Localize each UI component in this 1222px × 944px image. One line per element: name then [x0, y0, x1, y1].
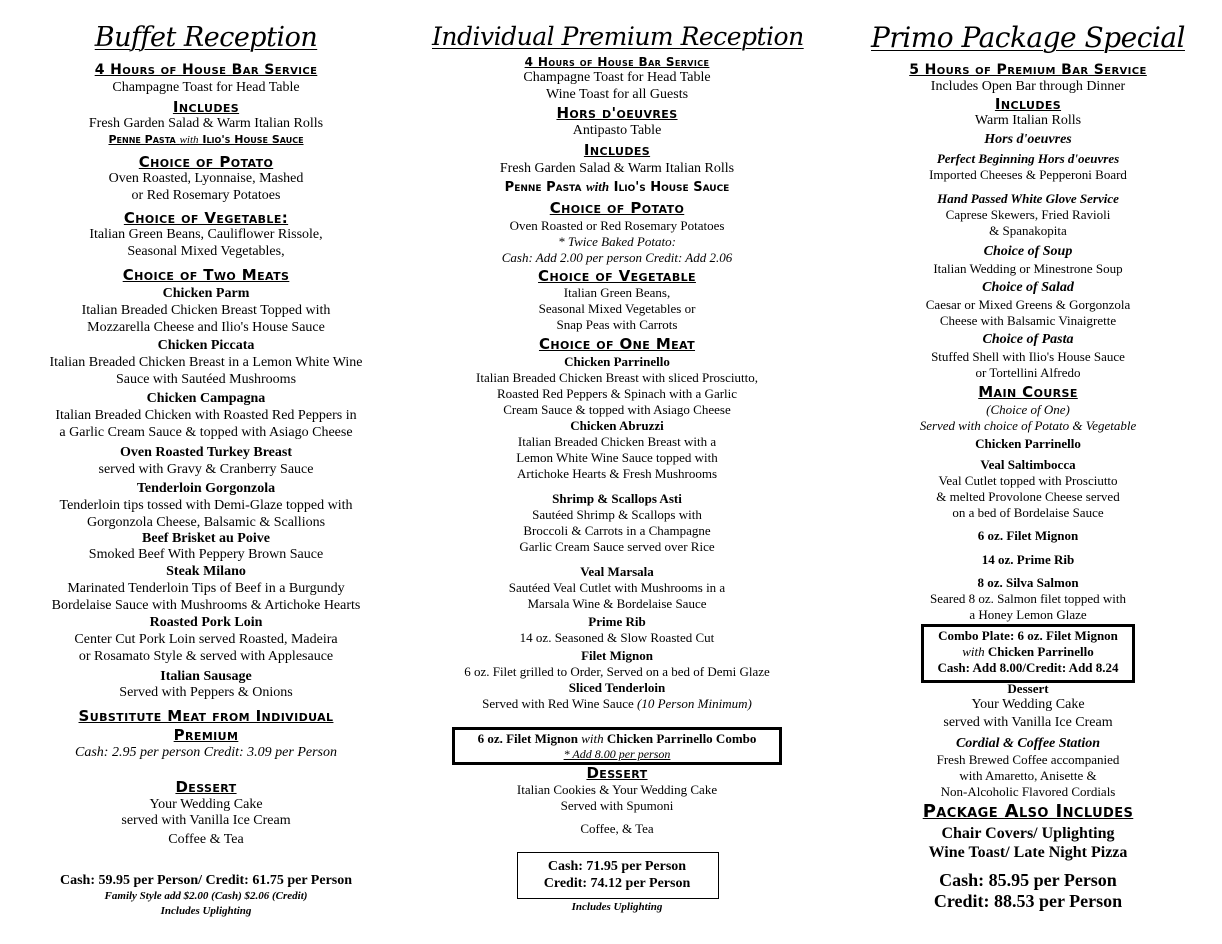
primo-hors-heading: Hors d'oeuvres	[984, 132, 1072, 147]
buffet-includes-heading: Includes	[172, 98, 240, 116]
buffet-uplighting: Includes Uplighting	[160, 905, 252, 917]
primo-cheese-board: Imported Cheeses & Pepperoni Board	[929, 167, 1127, 182]
meat-desc: or Rosamato Style & served with Applesauce	[78, 649, 334, 664]
meat-desc: Italian Breaded Chicken Breast in a Lemon White Wine	[49, 355, 363, 370]
buffet-potato-line: or Red Rosemary Potatoes	[131, 188, 281, 203]
primo-title: Primo Package Special	[871, 21, 1185, 54]
individual-twice-price: Cash: Add 2.00 per person Credit: Add 2.06	[501, 250, 733, 265]
buffet-dessert-heading: Dessert	[175, 778, 237, 796]
primo-bar-heading: 5 Hours of Premium Bar Service	[909, 62, 1147, 78]
individual-dessert-line: Served with Spumoni	[560, 798, 674, 813]
primo-cordial-heading: Cordial & Coffee Station	[955, 736, 1101, 751]
primo-combo-line	[840, 645, 1216, 658]
individual-vegetable-line: Seasonal Mixed Vegetables or	[538, 301, 696, 316]
meat-name: Chicken Abruzzi	[570, 418, 664, 433]
primo-combo-line: Combo Plate: 6 oz. Filet Mignon	[938, 628, 1118, 643]
meat-desc-note: (10 Person Minimum)	[637, 696, 752, 711]
primo-cordial-line: Non-Alcoholic Flavored Cordials	[940, 784, 1116, 799]
primo-price-credit: Credit: 88.53 per Person	[933, 891, 1123, 911]
meat-desc: 6 oz. Filet grilled to Order, Served on a bed of Demi Glaze	[464, 664, 770, 679]
meat-name: Veal Marsala	[580, 564, 654, 579]
buffet-vegetable-line: Italian Green Beans, Cauliflower Rissole,	[89, 227, 323, 242]
meat-name: Chicken Piccata	[157, 338, 255, 353]
meat-desc: Lemon White Wine Sauce topped with	[516, 450, 718, 465]
primo-white-glove: Hand Passed White Glove Service	[937, 191, 1119, 206]
primo-pasta-heading: Choice of Pasta	[982, 332, 1074, 347]
individual-vegetable-line: Snap Peas with Carrots	[556, 317, 678, 332]
buffet-dessert-line: served with Vanilla Ice Cream	[121, 813, 291, 828]
meat-name: Beef Brisket au Poive	[142, 531, 270, 546]
meat-name: Chicken Parrinello	[975, 436, 1081, 451]
meat-name: Chicken Campagna	[146, 391, 266, 406]
meat-desc-text: Served with Red Wine Sauce	[482, 696, 637, 711]
meat-desc: Bordelaise Sauce with Mushrooms & Artichoke Hearts	[51, 598, 361, 613]
combo-price: * Add 8.00 per person	[563, 747, 671, 761]
meat-desc: a Garlic Cream Sauce & topped with Asiago Cheese	[59, 425, 353, 440]
meat-name: Veal Saltimbocca	[980, 457, 1076, 472]
individual-toast: Champagne Toast for Head Table	[523, 70, 711, 85]
primo-package-heading: Package Also Includes	[922, 801, 1134, 822]
primo-includes-heading: Includes	[994, 95, 1062, 113]
primo-salad: Caesar or Mixed Greens & Gorgonzola	[925, 297, 1131, 312]
individual-uplighting: Includes Uplighting	[571, 901, 663, 913]
primo-package-item: Chair Covers/ Uplighting	[941, 825, 1115, 842]
meat-desc	[432, 697, 802, 710]
buffet-potato-heading: Choice of Potato	[138, 153, 274, 171]
buffet-toast: Champagne Toast for Head Table	[112, 80, 300, 95]
individual-price-cash: Cash: 71.95 per Person	[547, 859, 687, 874]
buffet-potato-line: Oven Roasted, Lyonnaise, Mashed	[108, 171, 304, 186]
meat-desc: 14 oz. Seasoned & Slow Roasted Cut	[519, 630, 715, 645]
primo-combo-text: Chicken Parrinello	[984, 644, 1094, 659]
meat-name: Sliced Tenderloin	[568, 680, 666, 695]
meat-name: Chicken Parm	[162, 286, 250, 301]
substitute-price: Cash: 2.95 per person Credit: 3.09 per Person	[75, 745, 337, 760]
primo-rolls: Warm Italian Rolls	[974, 113, 1082, 128]
primo-combo-with: with	[962, 644, 985, 659]
combo-with: with	[581, 731, 604, 746]
buffet-include-item: Fresh Garden Salad & Warm Italian Rolls	[88, 116, 324, 131]
meat-desc: Italian Breaded Chicken Breast Topped with	[81, 303, 331, 318]
meat-name: Prime Rib	[588, 614, 646, 629]
primo-cordial-line: Fresh Brewed Coffee accompanied	[936, 752, 1120, 767]
meat-name: Tenderloin Gorgonzola	[136, 481, 276, 496]
individual-includes-heading: Includes	[583, 141, 651, 159]
meat-desc: on a bed of Bordelaise Sauce	[952, 505, 1104, 520]
individual-potato-line: Oven Roasted or Red Rosemary Potatoes	[509, 218, 725, 233]
meat-desc: Smoked Beef With Peppery Brown Sauce	[88, 547, 324, 562]
individual-dessert-line: Italian Cookies & Your Wedding Cake	[516, 782, 718, 797]
individual-potato-heading: Choice of Potato	[549, 199, 685, 217]
meat-name: Chicken Parrinello	[564, 354, 670, 369]
meat-desc: Roasted Red Peppers & Spinach with a Garlic	[496, 386, 738, 401]
meat-name: Steak Milano	[166, 564, 246, 579]
primo-dessert-heading: Dessert	[1007, 681, 1049, 696]
individual-penne-with: with	[586, 179, 610, 194]
individual-bar-heading: 4 Hours of House Bar Service	[524, 55, 710, 69]
individual-twice-baked: * Twice Baked Potato:	[558, 234, 676, 249]
meat-desc: Broccoli & Carrots in a Champagne	[523, 523, 711, 538]
buffet-dessert-line: Coffee & Tea	[168, 832, 244, 847]
meat-desc: & melted Provolone Cheese served	[936, 489, 1120, 504]
meat-desc: Garlic Cream Sauce served over Rice	[519, 539, 715, 554]
meat-name: Filet Mignon	[581, 648, 653, 663]
individual-title: Individual Premium Reception	[432, 22, 804, 51]
meat-desc: Italian Breaded Chicken Breast with a	[517, 434, 717, 449]
individual-dessert-line: Coffee, & Tea	[580, 821, 654, 836]
meat-desc: Italian Breaded Chicken with Roasted Red Peppers in	[55, 408, 357, 423]
meat-desc: served with Gravy & Cranberry Sauce	[98, 462, 314, 477]
buffet-penne-text: Penne Pasta	[108, 133, 180, 146]
meat-desc: Sautéed Veal Cutlet with Mushrooms in a	[508, 580, 726, 595]
individual-penne-line	[432, 180, 802, 194]
meat-desc: Marsala Wine & Bordelaise Sauce	[527, 596, 707, 611]
meat-desc: Gorgonzola Cheese, Balsamic & Scallions	[86, 515, 326, 530]
meat-name: Roasted Pork Loin	[149, 615, 263, 630]
combo-text-b: Chicken Parrinello Combo	[603, 731, 757, 746]
meat-name: Oven Roasted Turkey Breast	[119, 445, 293, 460]
primo-soup: Italian Wedding or Minestrone Soup	[933, 261, 1123, 276]
meat-desc: Veal Cutlet topped with Prosciutto	[938, 473, 1118, 488]
individual-dessert-heading: Dessert	[586, 764, 648, 782]
primo-dessert-line: Your Wedding Cake	[971, 697, 1085, 712]
buffet-bar-heading: 4 Hours of House Bar Service	[94, 62, 318, 78]
meat-desc: Marinated Tenderloin Tips of Beef in a Burgundy	[67, 581, 345, 596]
meat-desc: Seared 8 oz. Salmon filet topped with	[929, 591, 1127, 606]
primo-perfect-beginning: Perfect Beginning Hors d'oeuvres	[936, 151, 1120, 166]
meat-name: 8 oz. Silva Salmon	[977, 575, 1079, 590]
primo-salad: Cheese with Balsamic Vinaigrette	[939, 313, 1117, 328]
meat-name: 14 oz. Prime Rib	[981, 552, 1075, 567]
meat-desc: Mozzarella Cheese and Ilio's House Sauce	[87, 320, 325, 335]
individual-meat-heading: Choice of One Meat	[538, 335, 696, 353]
meat-desc: Served with Peppers & Onions	[119, 685, 293, 700]
primo-white-glove-item: Caprese Skewers, Fried Ravioli	[945, 207, 1111, 222]
buffet-family-style: Family Style add $2.00 (Cash) $2.06 (Credit)	[104, 890, 308, 902]
meat-desc: Tenderloin tips tossed with Demi-Glaze topped with	[59, 498, 353, 513]
meat-desc: Italian Breaded Chicken Breast with sliced Prosciutto,	[476, 370, 758, 385]
primo-cordial-line: with Amaretto, Anisette &	[959, 768, 1097, 783]
individual-vegetable-line: Italian Green Beans,	[563, 285, 671, 300]
individual-include-item: Fresh Garden Salad & Warm Italian Rolls	[499, 161, 735, 176]
meat-desc: a Honey Lemon Glaze	[969, 607, 1087, 622]
primo-package-item: Wine Toast/ Late Night Pizza	[928, 844, 1128, 861]
buffet-vegetable-heading: Choice of Vegetable:	[123, 209, 289, 227]
primo-open-bar: Includes Open Bar through Dinner	[930, 79, 1126, 94]
meat-name: Shrimp & Scallops Asti	[552, 491, 682, 506]
meat-desc: Artichoke Hearts & Fresh Mushrooms	[516, 466, 718, 481]
primo-white-glove-item: & Spanakopita	[989, 223, 1067, 238]
buffet-penne-line	[20, 134, 392, 146]
buffet-meats-heading: Choice of Two Meats	[122, 266, 290, 284]
substitute-heading: Substitute Meat from Individual	[78, 707, 334, 725]
primo-salad-heading: Choice of Salad	[982, 280, 1074, 295]
individual-price-credit: Credit: 74.12 per Person	[543, 876, 691, 891]
meat-desc: Sautéed Shrimp & Scallops with	[532, 507, 702, 522]
primo-main-sub: Served with choice of Potato & Vegetable	[919, 418, 1137, 433]
primo-price-cash: Cash: 85.95 per Person	[939, 870, 1117, 890]
buffet-penne-sauce: Ilio's House Sauce	[198, 133, 304, 146]
individual-hors-item: Antipasto Table	[572, 123, 662, 138]
buffet-title: Buffet Reception	[94, 22, 318, 53]
primo-dessert-line: served with Vanilla Ice Cream	[943, 715, 1113, 730]
buffet-penne-with: with	[179, 134, 199, 146]
meat-name: Italian Sausage	[160, 669, 252, 684]
combo-line	[432, 732, 802, 745]
primo-main-heading: Main Course	[978, 383, 1078, 401]
primo-pasta: Stuffed Shell with Ilio's House Sauce	[931, 349, 1125, 364]
individual-penne-sauce: Ilio's House Sauce	[609, 180, 730, 195]
primo-pasta: or Tortellini Alfredo	[975, 365, 1081, 380]
combo-text: 6 oz. Filet Mignon	[477, 731, 582, 746]
buffet-price: Cash: 59.95 per Person/ Credit: 61.75 per Person	[59, 873, 353, 888]
individual-vegetable-heading: Choice of Vegetable	[538, 267, 696, 285]
substitute-heading: Premium	[173, 726, 239, 744]
primo-main-sub: (Choice of One)	[986, 402, 1070, 417]
meat-desc: Sauce with Sautéed Mushrooms	[115, 372, 297, 387]
primo-soup-heading: Choice of Soup	[983, 244, 1073, 259]
meat-desc: Center Cut Pork Loin served Roasted, Madeira	[74, 632, 338, 647]
meat-name: 6 oz. Filet Mignon	[977, 528, 1079, 543]
buffet-vegetable-line: Seasonal Mixed Vegetables,	[127, 244, 285, 259]
buffet-dessert-line: Your Wedding Cake	[149, 797, 263, 812]
individual-hors-heading: Hors d'oeuvres	[556, 104, 678, 122]
primo-combo-price: Cash: Add 8.00/Credit: Add 8.24	[937, 660, 1119, 675]
meat-desc: Cream Sauce & topped with Asiago Cheese	[503, 402, 731, 417]
individual-toast: Wine Toast for all Guests	[545, 87, 689, 102]
individual-penne-text: Penne Pasta	[504, 180, 586, 195]
